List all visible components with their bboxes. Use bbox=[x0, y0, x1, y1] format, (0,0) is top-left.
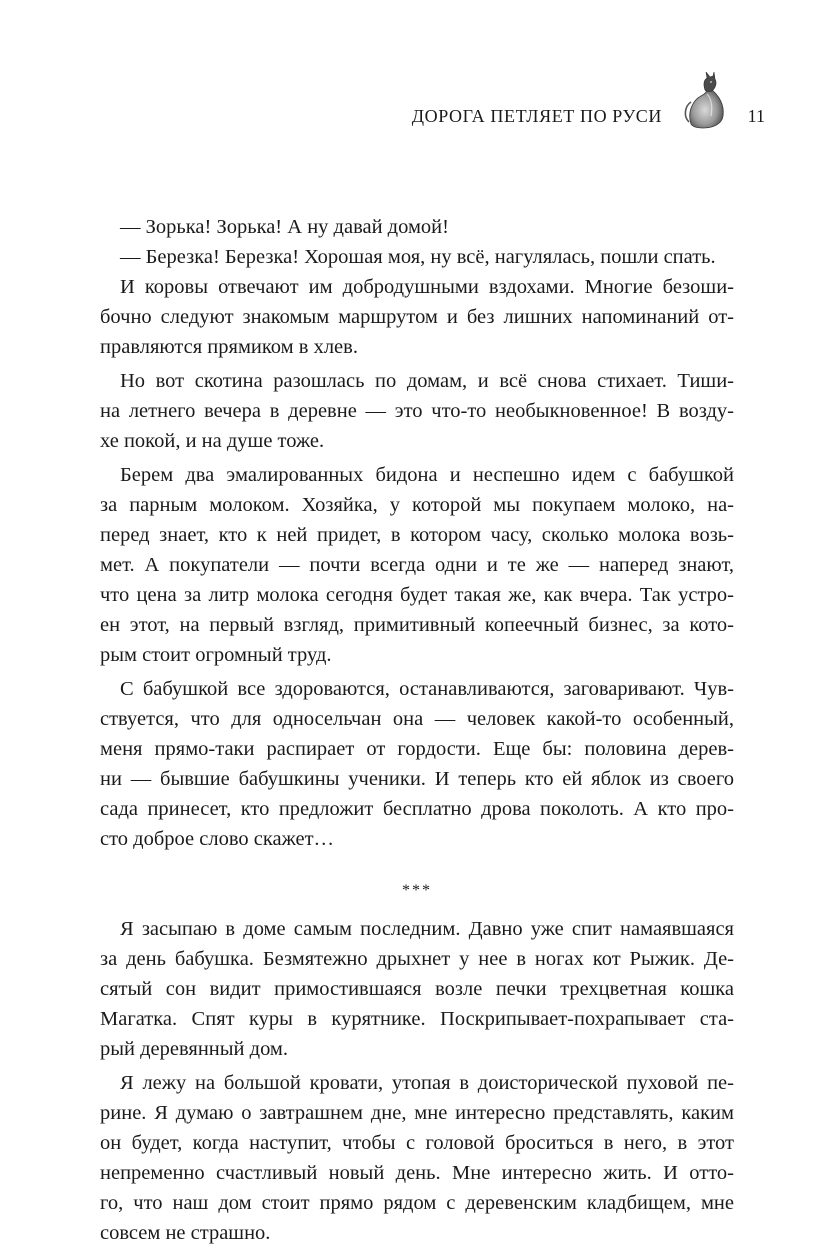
text-line: что цена за литр молока сегодня будет такая же, как вчера. Так устро- bbox=[100, 584, 734, 606]
text-line: го, что наш дом стоит прямо рядом с деревенским кладбищем, мне bbox=[100, 1192, 734, 1214]
text-line: бочно следуют знакомым маршрутом и без лишних напоминаний от- bbox=[100, 306, 734, 328]
text-line: — Березка! Березка! Хорошая моя, ну всё, нагулялась, пошли спать. bbox=[120, 246, 716, 268]
text-line: ен этот, на первый взгляд, примитивный копеечный бизнес, за кото- bbox=[100, 614, 734, 636]
text-line: хе покой, и на душе тоже. bbox=[100, 430, 325, 452]
text-line: Магатка. Спят куры в курятнике. Поскрипывает-похрапывает ста- bbox=[100, 1008, 734, 1030]
paragraph bbox=[100, 366, 734, 456]
text-line: рине. Я думаю о завтрашнем дне, мне интересно представлять, каким bbox=[100, 1102, 734, 1124]
text-line: правляются прямиком в хлев. bbox=[100, 336, 358, 358]
text-line: ни — бывшие бабушкины ученики. И теперь кто ей яблок из своего bbox=[100, 768, 734, 790]
text-line: непременно счастливый новый день. Мне интересно жить. И отто- bbox=[100, 1162, 734, 1184]
paragraph bbox=[100, 272, 734, 362]
text-line: сятый сон видит примостившаяся возле печки трехцветная кошка bbox=[100, 978, 734, 1000]
text-line: Но вот скотина разошлась по домам, и всё снова стихает. Тиши- bbox=[120, 370, 734, 392]
paragraph bbox=[100, 914, 734, 1064]
text-line: Я засыпаю в доме самым последним. Давно уже спит намаявшаяся bbox=[120, 918, 734, 940]
text-line: рым стоит огромный труд. bbox=[100, 644, 332, 666]
paragraph bbox=[100, 460, 734, 670]
dialogue-line bbox=[100, 242, 734, 272]
dialogue-line bbox=[100, 212, 734, 242]
text-line: С бабушкой все здороваются, останавливаются, заговаривают. Чув- bbox=[120, 678, 734, 700]
page-number: 11 bbox=[747, 106, 765, 126]
text-line: перед знает, кто к ней придет, в котором часу, сколько молока возь- bbox=[100, 524, 734, 546]
text-line: меня прямо-таки распирает от гордости. Еще бы: половина дерев- bbox=[100, 738, 734, 760]
section-separator: *** bbox=[402, 882, 432, 899]
text-line: — Зорька! Зорька! А ну давай домой! bbox=[120, 216, 449, 238]
running-title: ДОРОГА ПЕТЛЯЕТ ПО РУСИ bbox=[411, 106, 662, 126]
text-line: рый деревянный дом. bbox=[100, 1038, 289, 1060]
text-line: И коровы отвечают им добродушными вздохами. Многие безоши- bbox=[120, 276, 734, 298]
running-header bbox=[380, 72, 780, 142]
text-line: Берем два эмалированных бидона и неспешно идем с бабушкой bbox=[120, 464, 734, 486]
text-line: ствуется, что для односельчан она — человек какой-то особенный, bbox=[100, 708, 734, 730]
sitting-cat-icon bbox=[683, 72, 729, 130]
text-line: Я лежу на большой кровати, утопая в доисторической пуховой пе- bbox=[120, 1072, 734, 1094]
text-line: за день бабушка. Безмятежно дрыхнет у нее в ногах кот Рыжик. Де- bbox=[100, 948, 734, 970]
text-line: за парным молоком. Хозяйка, у которой мы покупаем молоко, на- bbox=[100, 494, 734, 516]
text-line: на летнего вечера в деревне — это что-то необыкновенное! В возду- bbox=[100, 400, 734, 422]
paragraph bbox=[100, 1068, 734, 1248]
text-line: совсем не страшно. bbox=[100, 1222, 271, 1244]
paragraph bbox=[100, 674, 734, 854]
main-text bbox=[100, 212, 734, 1248]
text-line: мет. А покупатели — почти всегда одни и те же — наперед знают, bbox=[100, 554, 734, 576]
text-line: он будет, когда наступит, чтобы с головой броситься в него, в этот bbox=[100, 1132, 734, 1154]
text-line: сто доброе слово скажет… bbox=[100, 828, 335, 850]
text-line: сада принесет, кто предложит бесплатно дрова поколоть. А кто про- bbox=[100, 798, 734, 820]
